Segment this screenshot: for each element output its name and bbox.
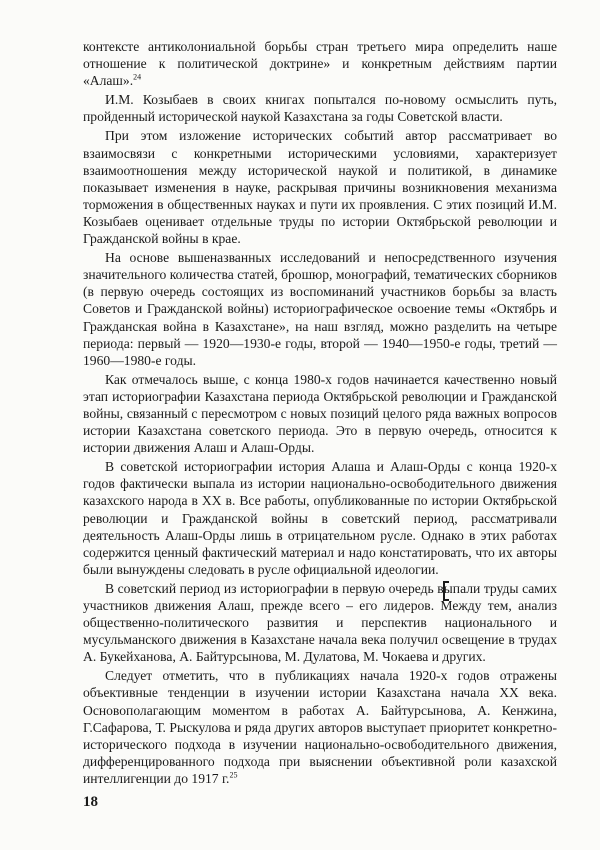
paragraph-6: В советской историографии история Алаша и Алаш-Орды с конца 1920-х годов фактически выпала из истории национально-освободительного движения казахского народа в XX в. Все работы, опубликованные по истории Октябрьской революции и Гражданской войны в советский период, рассматривали деятельность Алаш-Орды лишь в отрицательном русле. Однако в этих работах содержится ценный фактический материал и надо констатировать, что их авторы были вынуждены следовать в русле официальной идеологии.: [83, 459, 557, 577]
paragraph-1: контексте антиколониальной борьбы стран третьего мира определить наше отношение к политической доктрине» и конкретным действиям партии «Алаш».$^{24}$: [83, 39, 557, 89]
footnote-ref-25: 25: [229, 770, 238, 780]
paragraph-3: При этом изложение исторических событий автор рассматривает во взаимосвязи с конкретными историческими условиями, характеризует взаимоотношения между исторической наукой и политикой, в динамике показывает изменения в науке, раскрывая причины возникновения механизма торможения в общественных науках и пути их проявления. С этих позиций И.М. Козыбаев оценивает отдельные труды по истории Октябрьской революции и Гражданской войны в крае.: [83, 128, 557, 247]
footnote-ref-24: 24: [133, 72, 142, 82]
page-number: 18: [83, 794, 98, 810]
paragraph-4: На основе вышеназванных исследований и непосредственного изучения значительного количества статей, брошюр, монографий, тематических сборников (в первую очередь состоящих из воспоминаний участников борьбы за власть Советов и Гражданской войны) историографическое освоение темы «Октябрь и Гражданская война в Казахстане», на наш взгляд, можно разделить на четыре периода: первый — 1920—1930-е годы, второй — 1940—1950-е годы, третий — 1960—1980-е годы.: [83, 250, 557, 368]
paragraph-5: Как отмечалось выше, с конца 1980-х годов начинается качественно новый этап историографии Казахстана периода Октябрьской революции и Гражданской войны, связанный с пересмотром с новых позиций целого ряда важных вопросов истории Казахстана советского периода. Это в первую очередь, относится к истории движения Алаш и Алаш-Орды.: [83, 371, 557, 456]
margin-bracket-mark: [442, 581, 450, 601]
body-text: [83, 38, 557, 789]
paragraph-7: В советский период из историографии в первую очередь выпали труды самих участников движения Алаш, прежде всего – его лидеров. Между тем, анализ общественно-политического развития и перспектив национального и мусульманского движения в Казахстане начала века получил освещение в трудах А. Букейханова, А. Байтурсынова, М. Дулатова, М. Чокаева и других.: [83, 580, 557, 665]
paragraph-8: Следует отметить, что в публикациях начала 1920-х годов отражены объективные тенденции в изучении истории Казахстана начала XX века. Основополагающим моментом в работах А. Байтурсынова, А. Кенжина, Г.Сафарова, Т. Рыскулова и ряда других авторов выступает приоритет конкретно-исторического подхода в изучении национально-освободительного движения, дифференцированного подхода при выяснении объективной роли казахской интеллигенции до 1917 г.$^{25}$: [83, 668, 557, 786]
paragraph-2: И.М. Козыбаев в своих книгах попытался по-новому осмыслить путь, пройденный исторической наукой Казахстана за годы Советской власти.: [83, 92, 557, 125]
